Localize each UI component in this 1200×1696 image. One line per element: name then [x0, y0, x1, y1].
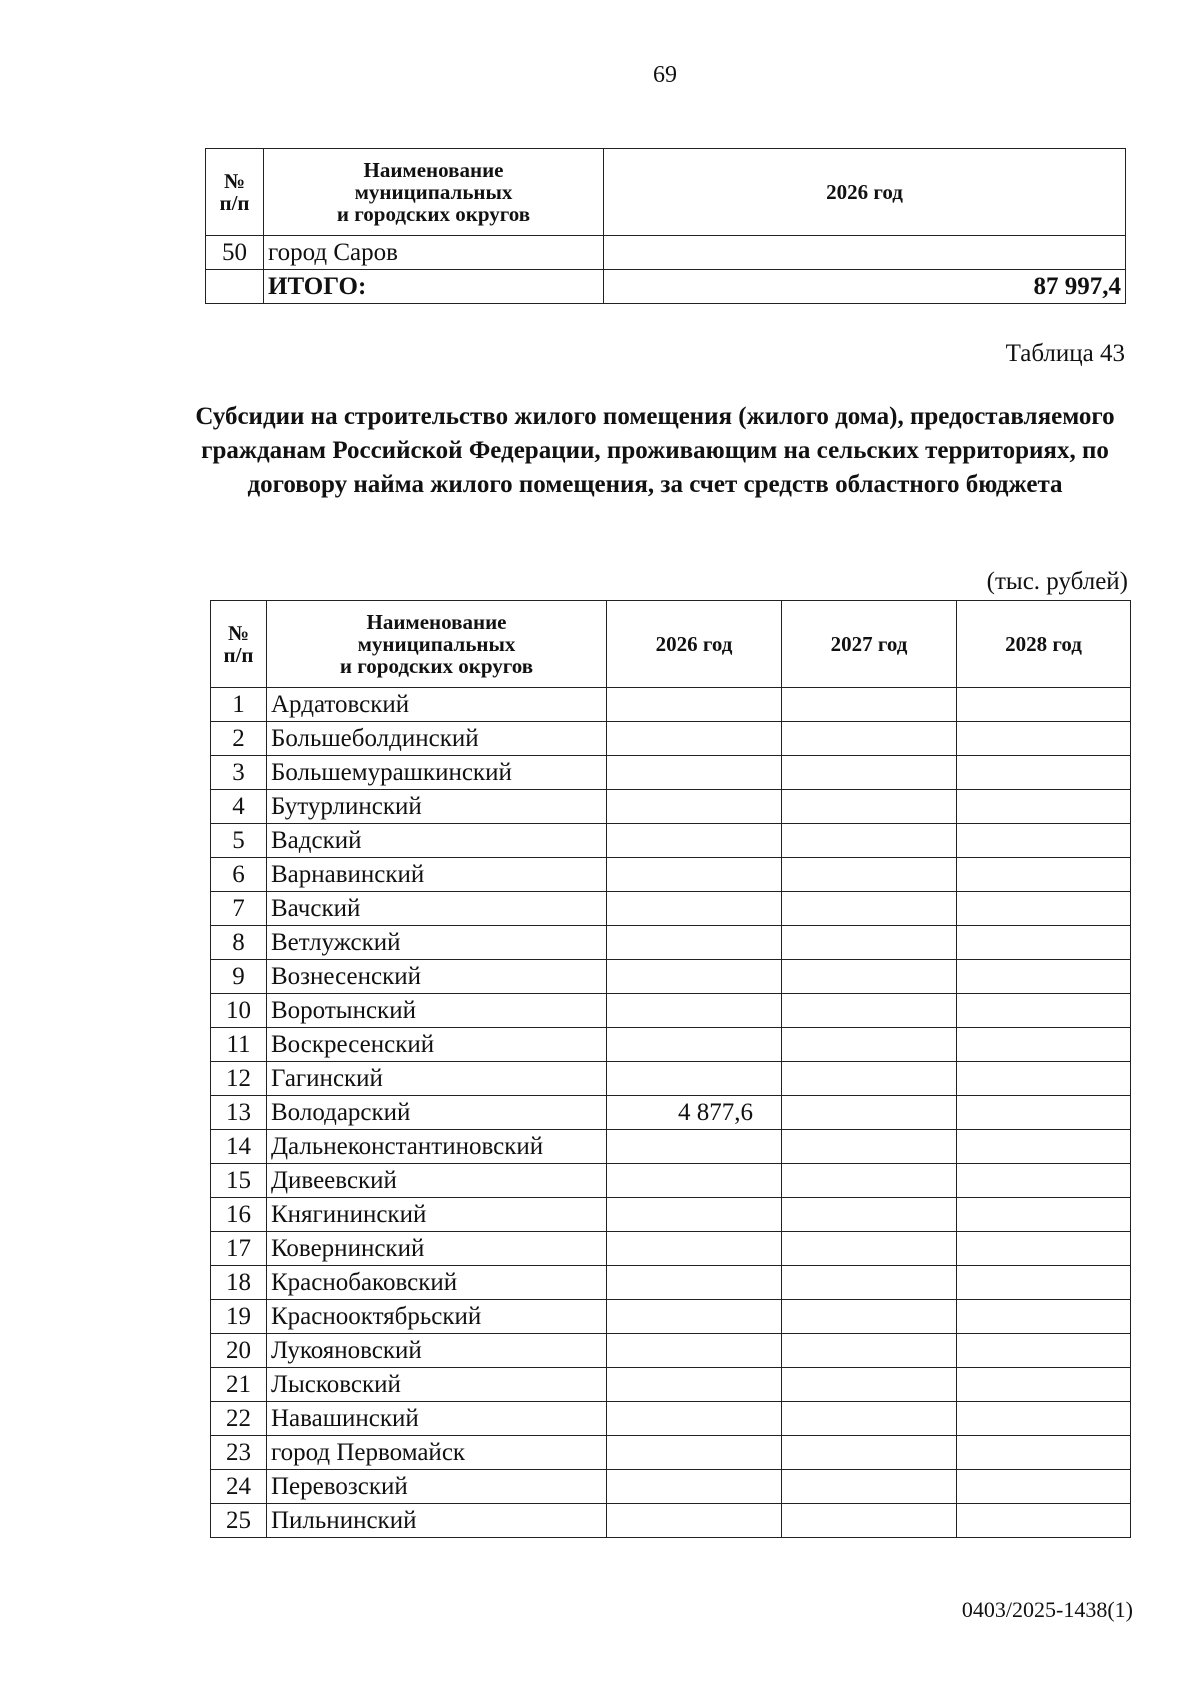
row-num: 20	[211, 1334, 267, 1368]
row-num: 2	[211, 722, 267, 756]
row-value-2028	[957, 1028, 1131, 1062]
row-num: 14	[211, 1130, 267, 1164]
row-num: 19	[211, 1300, 267, 1334]
row-value-2028	[957, 1368, 1131, 1402]
row-value-2028	[957, 1130, 1131, 1164]
header-2027: 2027 год	[782, 601, 957, 688]
row-value-2027	[782, 1266, 957, 1300]
table-row	[211, 960, 1131, 994]
row-name: Княгининский	[267, 1198, 607, 1232]
table-row	[211, 1028, 1131, 1062]
row-value-2026	[607, 1300, 782, 1334]
row-value-2026	[607, 722, 782, 756]
row-value-2028	[957, 1232, 1131, 1266]
row-value-2028	[957, 756, 1131, 790]
row-name: Ардатовский	[267, 688, 607, 722]
row-value-2027	[782, 994, 957, 1028]
row-num: 9	[211, 960, 267, 994]
table-row	[211, 994, 1131, 1028]
table-row	[211, 824, 1131, 858]
row-value-2026	[607, 1232, 782, 1266]
row-name: Дивеевский	[267, 1164, 607, 1198]
row-value-2026	[607, 1504, 782, 1538]
row-name: Дальнеконстантиновский	[267, 1130, 607, 1164]
row-value-2027	[782, 756, 957, 790]
main-table	[210, 600, 1131, 1538]
row-num: 11	[211, 1028, 267, 1062]
table-row	[211, 1334, 1131, 1368]
row-name: Пильнинский	[267, 1504, 607, 1538]
row-name: Перевозский	[267, 1470, 607, 1504]
row-name: город Саров	[264, 236, 604, 270]
row-num: 3	[211, 756, 267, 790]
row-num: 23	[211, 1436, 267, 1470]
row-value-2027	[782, 1198, 957, 1232]
row-name: Бутурлинский	[267, 790, 607, 824]
row-num: 13	[211, 1096, 267, 1130]
row-value-2028	[957, 994, 1131, 1028]
row-value-2028	[957, 824, 1131, 858]
top-table-header-row	[206, 149, 1126, 236]
table-row	[211, 756, 1131, 790]
row-num: 50	[206, 236, 264, 270]
row-name: Ковернинский	[267, 1232, 607, 1266]
row-value-2026	[607, 1164, 782, 1198]
row-value-2028	[957, 790, 1131, 824]
row-value-2028	[957, 1436, 1131, 1470]
row-value-2026	[607, 994, 782, 1028]
row-value	[604, 236, 1126, 270]
row-num: 22	[211, 1402, 267, 1436]
row-name: Краснооктябрьский	[267, 1300, 607, 1334]
units-label: (тыс. рублей)	[986, 568, 1128, 595]
table-row	[211, 688, 1131, 722]
row-value-2028	[957, 1470, 1131, 1504]
table-row	[211, 790, 1131, 824]
row-num: 17	[211, 1232, 267, 1266]
document-code: 0403/2025-1438(1)	[961, 1597, 1133, 1622]
row-value-2028	[957, 960, 1131, 994]
row-value-2026	[607, 892, 782, 926]
row-value-2027	[782, 926, 957, 960]
row-value-2027	[782, 1130, 957, 1164]
table-row	[211, 1504, 1131, 1538]
row-value-2027	[782, 1062, 957, 1096]
table-row	[211, 1164, 1131, 1198]
row-num: 18	[211, 1266, 267, 1300]
row-value-2027	[782, 790, 957, 824]
row-num: 6	[211, 858, 267, 892]
row-num: 10	[211, 994, 267, 1028]
row-value-2026	[607, 824, 782, 858]
row-num: 24	[211, 1470, 267, 1504]
row-value-2026	[607, 858, 782, 892]
row-value-2028	[957, 722, 1131, 756]
page-number: 69	[653, 62, 677, 88]
row-num: 4	[211, 790, 267, 824]
row-value-2027	[782, 824, 957, 858]
row-name: Большемурашкинский	[267, 756, 607, 790]
row-name: Гагинский	[267, 1062, 607, 1096]
row-name: Володарский	[267, 1096, 607, 1130]
row-name: Ветлужский	[267, 926, 607, 960]
table-row	[211, 1300, 1131, 1334]
row-num: 21	[211, 1368, 267, 1402]
row-value-2027	[782, 1232, 957, 1266]
table-caption: Таблица 43	[1005, 340, 1125, 367]
row-num: 1	[211, 688, 267, 722]
row-value-2027	[782, 960, 957, 994]
row-value-2027	[782, 1470, 957, 1504]
row-name: Большеболдинский	[267, 722, 607, 756]
row-num: 12	[211, 1062, 267, 1096]
header-2026: 2026 год	[607, 601, 782, 688]
row-name: Воскресенский	[267, 1028, 607, 1062]
row-value-2027	[782, 1334, 957, 1368]
row-value-2028	[957, 1164, 1131, 1198]
header-name: Наименование муниципальных и городских округов	[264, 149, 604, 236]
row-name: Навашинский	[267, 1402, 607, 1436]
row-num: 16	[211, 1198, 267, 1232]
row-value-2027	[782, 1504, 957, 1538]
row-value-2026: 4 877,6	[607, 1096, 782, 1130]
row-num: 8	[211, 926, 267, 960]
table-row	[211, 1096, 1131, 1130]
table-row	[211, 926, 1131, 960]
row-num: 15	[211, 1164, 267, 1198]
table-row	[211, 1266, 1131, 1300]
row-num: 7	[211, 892, 267, 926]
row-value-2028	[957, 1096, 1131, 1130]
row-value-2027	[782, 1028, 957, 1062]
row-value-2027	[782, 688, 957, 722]
row-value-2026	[607, 1334, 782, 1368]
row-name: Вадский	[267, 824, 607, 858]
top-table	[205, 148, 1126, 304]
row-name: Лукояновский	[267, 1334, 607, 1368]
row-value-2026	[607, 756, 782, 790]
row-name: город Первомайск	[267, 1436, 607, 1470]
main-table-header-row	[211, 601, 1131, 688]
row-value-2027	[782, 892, 957, 926]
row-value-2028	[957, 892, 1131, 926]
row-value-2028	[957, 688, 1131, 722]
table-row	[211, 858, 1131, 892]
row-value-2026	[607, 1368, 782, 1402]
header-2026: 2026 год	[604, 149, 1126, 236]
table-row	[211, 1232, 1131, 1266]
row-value-2026	[607, 688, 782, 722]
row-value-2026	[607, 960, 782, 994]
row-value-2026	[607, 790, 782, 824]
total-row	[206, 270, 1126, 304]
row-name: Вознесенский	[267, 960, 607, 994]
row-name: Лысковский	[267, 1368, 607, 1402]
row-value-2027	[782, 1368, 957, 1402]
row-num: 25	[211, 1504, 267, 1538]
row-value-2026	[607, 1198, 782, 1232]
table-row	[211, 1436, 1131, 1470]
row-value-2026	[607, 1436, 782, 1470]
row-value-2028	[957, 1300, 1131, 1334]
row-value-2028	[957, 1062, 1131, 1096]
row-value-2026	[607, 1402, 782, 1436]
row-value-2026	[607, 926, 782, 960]
row-value-2027	[782, 858, 957, 892]
table-row	[206, 236, 1126, 270]
row-name: Воротынский	[267, 994, 607, 1028]
row-value-2026	[607, 1266, 782, 1300]
table-row	[211, 1470, 1131, 1504]
row-value-2028	[957, 1334, 1131, 1368]
row-value-2027	[782, 722, 957, 756]
row-name: Варнавинский	[267, 858, 607, 892]
total-value: 87 997,4	[604, 270, 1126, 304]
row-value-2027	[782, 1402, 957, 1436]
row-value-2028	[957, 1504, 1131, 1538]
table-row	[211, 722, 1131, 756]
row-value-2027	[782, 1436, 957, 1470]
table-row	[211, 1368, 1131, 1402]
row-value-2026	[607, 1470, 782, 1504]
row-value-2028	[957, 926, 1131, 960]
row-value-2027	[782, 1300, 957, 1334]
row-value-2026	[607, 1062, 782, 1096]
table-row	[211, 1062, 1131, 1096]
table-row	[211, 1130, 1131, 1164]
header-2028: 2028 год	[957, 601, 1131, 688]
total-label: ИТОГО:	[264, 270, 604, 304]
row-value-2027	[782, 1096, 957, 1130]
row-value-2028	[957, 1266, 1131, 1300]
header-num: № п/п	[211, 601, 267, 688]
row-value-2028	[957, 858, 1131, 892]
row-value-2026	[607, 1130, 782, 1164]
table-row	[211, 1402, 1131, 1436]
header-name: Наименование муниципальных и городских округов	[267, 601, 607, 688]
document-title: Субсидии на строительство жилого помещения (жилого дома), предоставляемого гражданам Российской Федерации, проживающим на сельских территориях, по договору найма жилого помещения, за счет средств областного бюджета	[195, 403, 1115, 498]
table-row	[211, 892, 1131, 926]
header-num: № п/п	[206, 149, 264, 236]
row-value-2028	[957, 1198, 1131, 1232]
total-num-cell	[206, 270, 264, 304]
row-value-2028	[957, 1402, 1131, 1436]
row-num: 5	[211, 824, 267, 858]
row-value-2026	[607, 1028, 782, 1062]
table-row	[211, 1198, 1131, 1232]
row-value-2027	[782, 1164, 957, 1198]
row-name: Краснобаковский	[267, 1266, 607, 1300]
row-name: Вачский	[267, 892, 607, 926]
